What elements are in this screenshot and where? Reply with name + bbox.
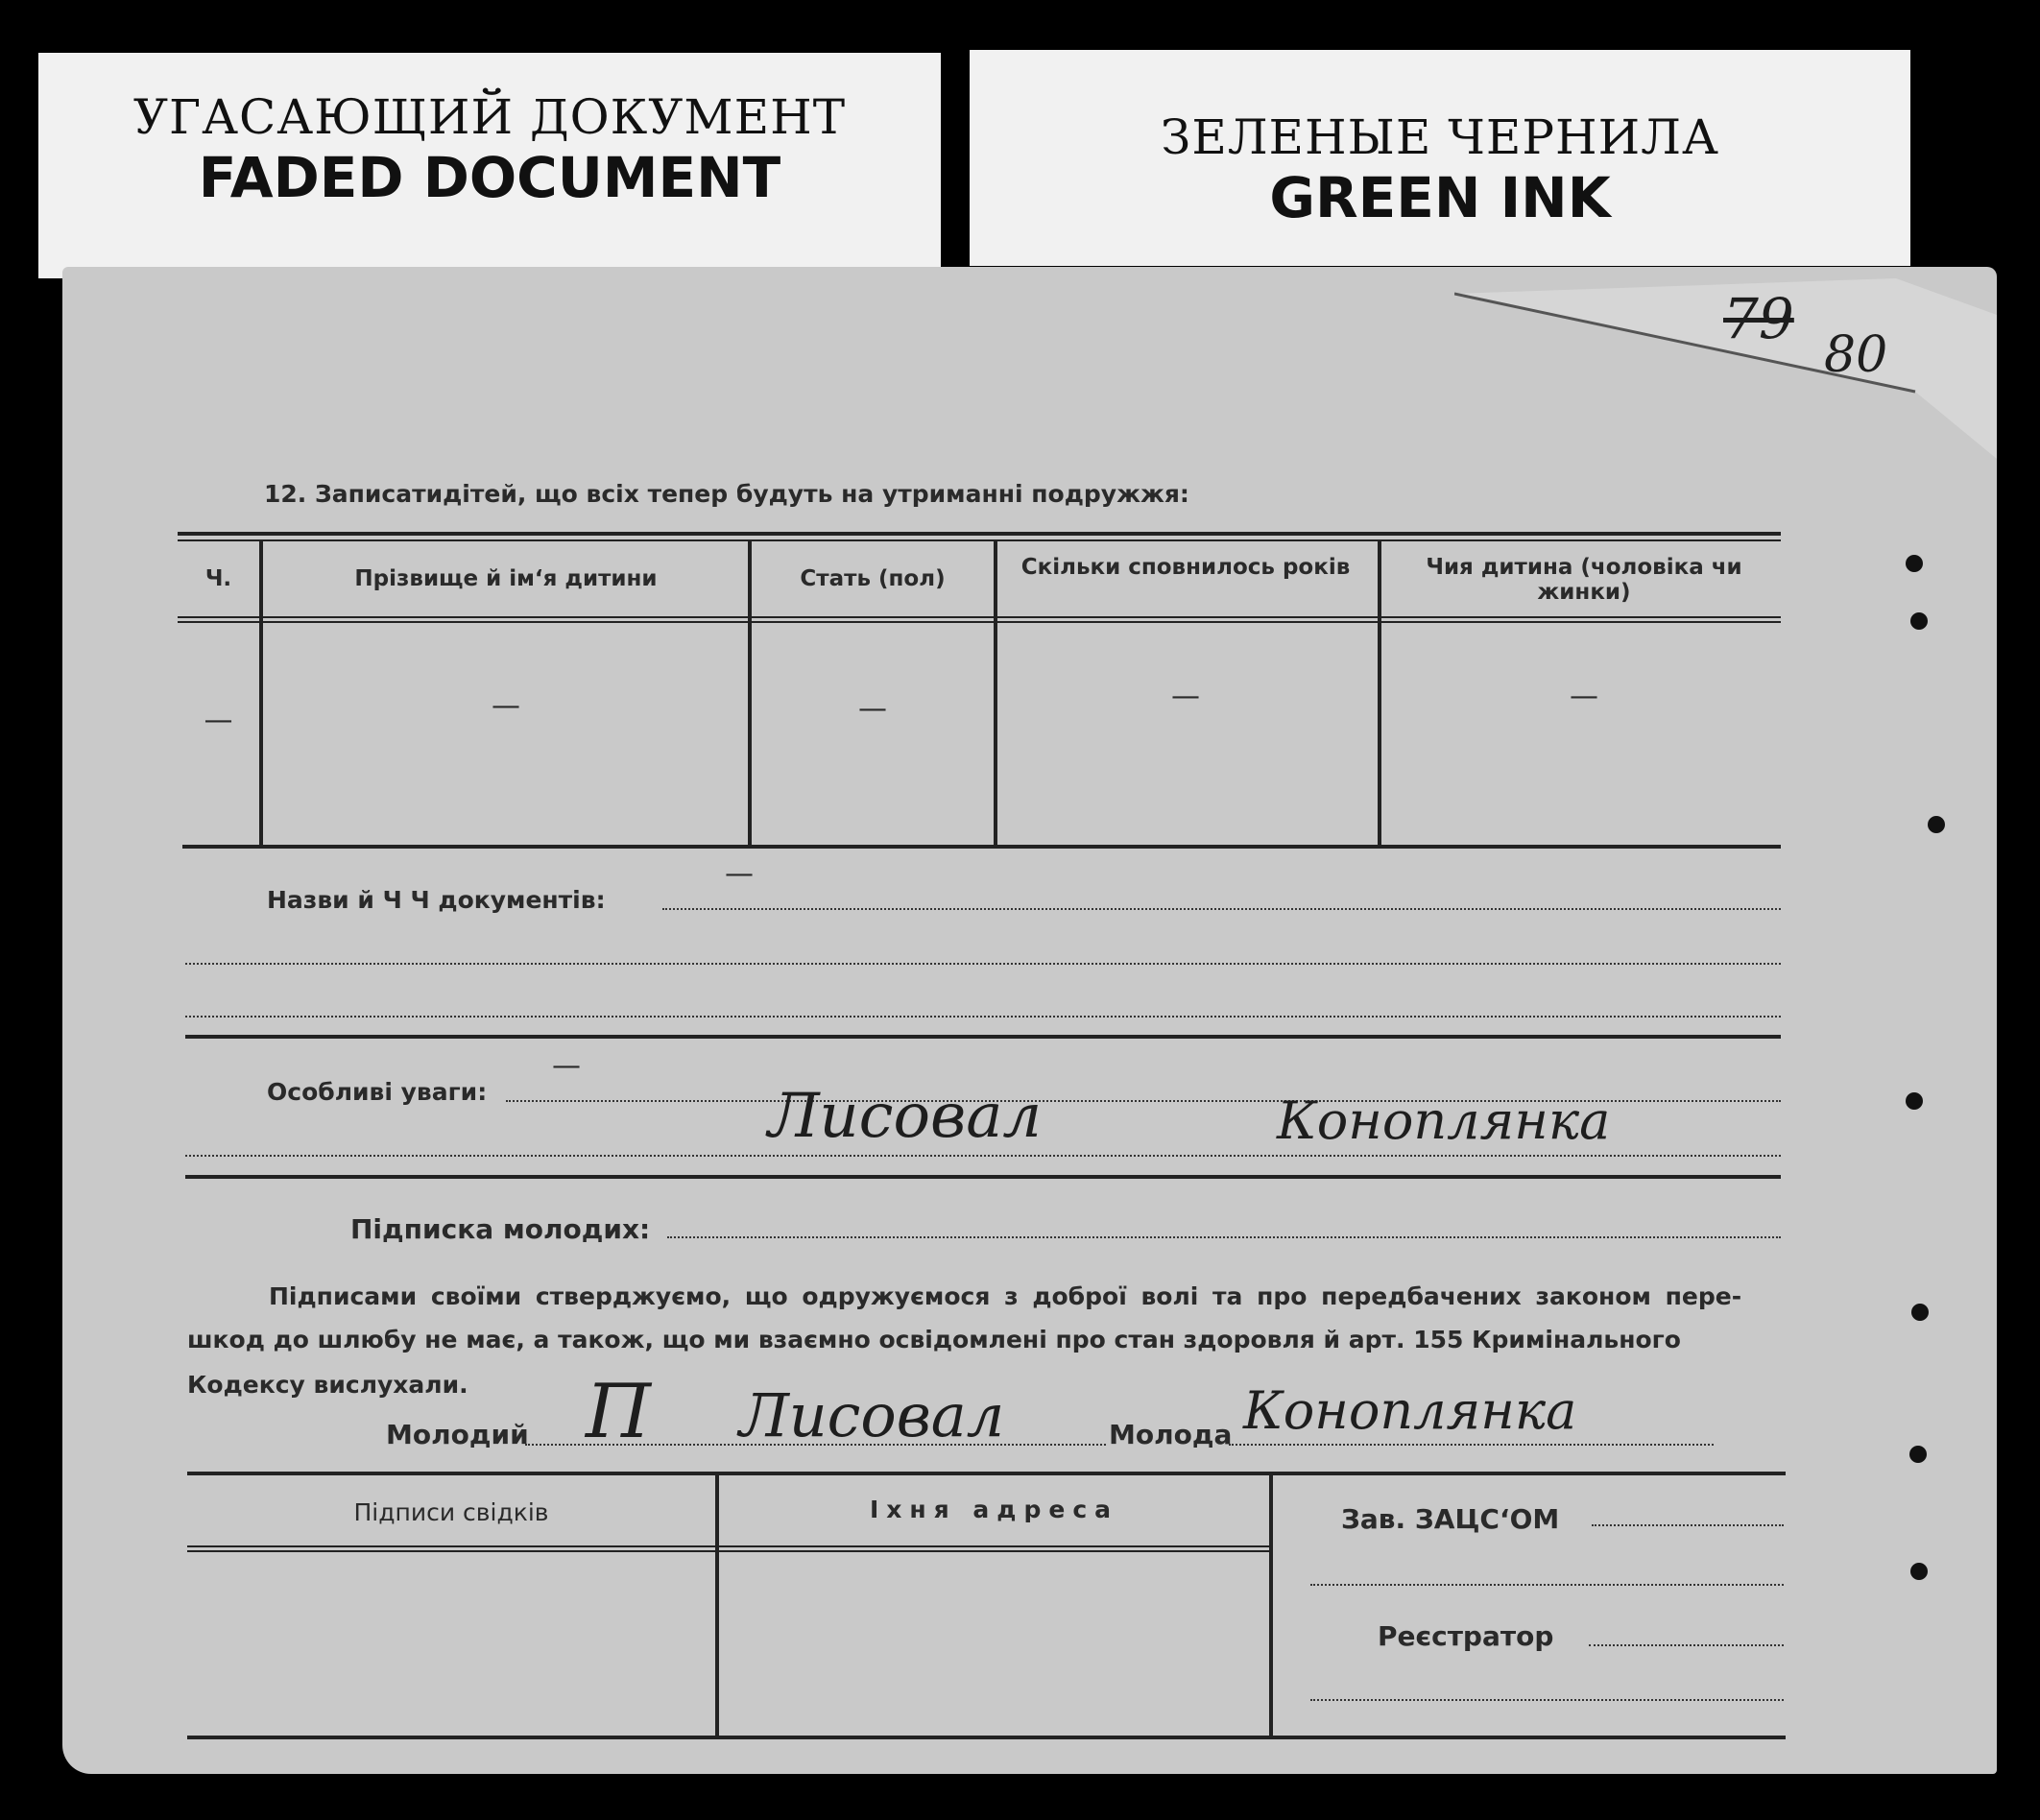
page-number-crossed: 79: [1723, 286, 1794, 351]
signing-title: Підписка молодих:: [350, 1213, 651, 1245]
groom-label: Молодий: [386, 1419, 529, 1450]
green-ink-label: [970, 50, 1910, 266]
section-rule: [185, 1035, 1781, 1039]
zags-head-line: [1592, 1524, 1784, 1526]
remarks-handwriting-name: Коноплянка: [1277, 1090, 1611, 1151]
documents-line: [662, 908, 1781, 910]
table-col-divider: [994, 541, 997, 847]
table-bottom-rule: [182, 845, 1781, 849]
table-col-divider: [259, 541, 263, 847]
documents-label: Назви й Ч Ч документів:: [267, 886, 606, 914]
table-header-number: Ч.: [204, 566, 232, 591]
witness-table-top-rule: [187, 1472, 1786, 1475]
documents-line: [185, 1016, 1781, 1018]
table-header-sex: Стать (пол): [800, 566, 946, 591]
zags-head-line: [1310, 1584, 1784, 1586]
page-number-current: 80: [1824, 326, 1888, 384]
table-cell-name: —: [492, 689, 520, 723]
table-header-age: Скільки сповнилось років: [1020, 555, 1351, 580]
table-cell-number: —: [204, 704, 233, 737]
label-en-text: GREEN INK: [1269, 165, 1611, 230]
documents-line: [185, 963, 1781, 965]
statement-line-2: шкод до шлюбу не має, а також, що ми взаємно освідомлені про стан здоровля й арт. 155 Кримінального: [187, 1326, 1681, 1353]
document-sheet: [62, 267, 1997, 1774]
groom-signature: Лисовал: [739, 1380, 1005, 1450]
statement-line-3: Кодексу вислухали.: [187, 1371, 468, 1399]
registrar-label: Реєстратор: [1378, 1620, 1554, 1652]
punch-hole: [1928, 816, 1945, 833]
documents-value: —: [725, 857, 754, 891]
section-rule: [185, 1175, 1781, 1179]
bride-signature-line: [1229, 1444, 1714, 1446]
signing-line: [667, 1236, 1781, 1238]
table-cell-sex: —: [858, 692, 887, 726]
label-ru-text: УГАСАЮЩИЙ ДОКУМЕНТ: [132, 89, 847, 145]
bride-label: Молода: [1109, 1419, 1233, 1450]
witness-address-header: Іхня адреса: [869, 1496, 1119, 1523]
table-top-rule: [178, 532, 1781, 536]
table-header-rule: [178, 621, 1781, 623]
table-top-rule: [178, 539, 1781, 541]
remarks-value: —: [552, 1049, 581, 1083]
punch-hole: [1906, 1092, 1923, 1110]
witness-header-rule: [187, 1545, 1270, 1547]
punch-hole: [1910, 1563, 1928, 1580]
statement-line-1: Підписами своїми стверджуємо, що одружуємося з доброї волі та про передбачених законом пере-: [269, 1282, 1742, 1310]
remarks-label: Особливі уваги:: [267, 1078, 488, 1106]
groom-signature-initial: П: [586, 1369, 652, 1455]
table-cell-parent: —: [1570, 680, 1598, 713]
section12-title: 12. Записатидітей, що всіх тепер будуть на утриманні подружжя:: [264, 480, 1189, 508]
zags-head-label: Зав. ЗАЦС‘ОМ: [1341, 1503, 1560, 1535]
remarks-handwriting-surname: Лисовал: [768, 1081, 1043, 1152]
table-col-divider: [1378, 541, 1381, 847]
witness-table-bottom-rule: [187, 1736, 1786, 1739]
label-en-text: FADED DOCUMENT: [198, 145, 781, 210]
table-header-parent: Чия дитина (чоловіка чи жинки): [1426, 555, 1742, 605]
punch-hole: [1906, 555, 1923, 572]
registrar-line: [1589, 1644, 1784, 1646]
remarks-line: [185, 1155, 1781, 1157]
punch-hole: [1910, 612, 1928, 630]
table-header-name: Прізвище й ім‘я дитини: [354, 566, 658, 591]
table-cell-age: —: [1171, 680, 1200, 713]
bride-signature: Коноплянка: [1243, 1380, 1577, 1441]
witness-signatures-header: Підписи свідків: [353, 1498, 549, 1526]
faded-document-label: [38, 53, 941, 278]
table-header-rule: [178, 616, 1781, 618]
registrar-line: [1310, 1699, 1784, 1701]
punch-hole: [1909, 1446, 1927, 1463]
label-ru-text: ЗЕЛЕНЫЕ ЧЕРНИЛА: [1161, 109, 1719, 165]
punch-hole: [1911, 1304, 1929, 1321]
witness-table-divider: [1269, 1473, 1273, 1737]
witness-header-rule: [187, 1550, 1270, 1552]
